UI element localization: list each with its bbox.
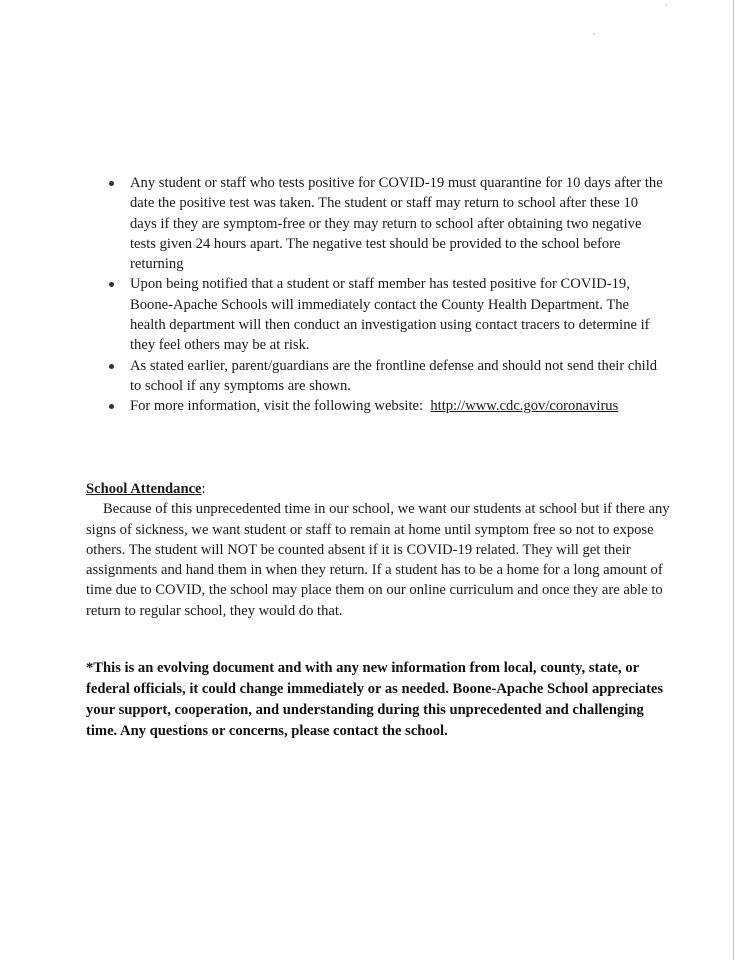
list-item [106, 173, 666, 274]
covid-policy-list [106, 173, 666, 417]
list-item [106, 356, 666, 397]
scan-speck [665, 4, 667, 6]
scan-speck [593, 33, 595, 35]
attendance-paragraph: Because of this unprecedented time in our school, we want our students at school but if there any signs of sickness, we want student or staff to remain at home until symptom free so not to expose others. The student will NOT be counted absent if it is COVID-19 related. They will get their assignments and hand them in when they return. If a student has to be a home for a long amount of time due to COVID, the school may place them on our online curriculum and once they are able to return to regular school, they would do that. [86, 501, 670, 619]
bullet-icon [109, 404, 114, 409]
bullet-text: As stated earlier, parent/guardians are the frontline defense and should not send their child to school if any symptoms are shown. [130, 357, 658, 394]
bullet-icon [109, 181, 114, 186]
heading-colon: : [201, 481, 206, 497]
cdc-website-link[interactable]: http://www.cdc.gov/coronavirus [430, 398, 619, 415]
page-edge-line [733, 0, 734, 960]
bullet-icon [109, 364, 114, 369]
list-item [106, 396, 666, 416]
evolving-document-notice: *This is an evolving document and with any new information from local, county, state, or federal officials, it could change immediately or as needed. Boone-Apache School appreciates your support, cooperation, and understanding during this unprecedented and challenging time. Any questions or concerns, please contact the school. [86, 660, 664, 739]
bullet-icon [109, 282, 114, 287]
section-heading: School Attendance [86, 481, 202, 497]
bullet-text: Upon being notified that a student or staff member has tested positive for COVID-19, Boone-Apache Schools will immediately contact the County Health Department. The health department will then conduct an investigation using contact tracers to determine if they feel others may be at risk. [130, 276, 650, 354]
bullet-text: Any student or staff who tests positive for COVID-19 must quarantine for 10 days after the date the positive test was taken. The student or staff may return to school after these 10 days if they are symptom-free or they may return to school after obtaining two negative tests given 24 hours apart. The negative test should be provided to the school before returning [130, 175, 663, 273]
section-heading-row [86, 479, 676, 499]
school-attendance-section [86, 479, 676, 621]
list-item [106, 274, 666, 355]
bullet-text: For more information, visit the following website: [130, 398, 424, 415]
